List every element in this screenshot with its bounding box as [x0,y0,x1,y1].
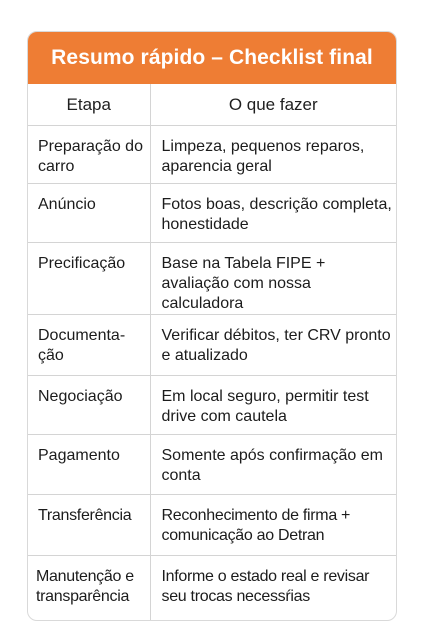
table-row [28,243,396,315]
table-row [28,315,396,376]
step-action: Reconhecimento de firma + comunicação ao Detran [161,507,351,544]
step-label: Negociação [38,388,123,405]
step-action: Verificar débitos, ter CRV pronto e atualizado [161,327,391,364]
step-action: Em local seguro, permitir test drive com cautela [161,388,369,425]
table-row [28,184,396,243]
checklist-table [28,84,396,621]
step-label: Precificação [38,255,126,272]
table-row [28,376,396,435]
table-header-row [28,84,396,126]
page-title: Resumo rápido – Checklist final [51,46,373,69]
step-label: Documenta-ção [38,327,126,364]
table-row [28,495,396,556]
step-label: Manutenção e transparência [36,568,134,605]
step-action: Base na Tabela FIPE + avaliação com nossa calculadora [161,255,326,312]
table-row [28,435,396,495]
step-action: Somente após confirmação em conta [161,447,383,484]
step-action: Fotos boas, descrição completa, honestidade [161,196,392,233]
step-action: Informe o estado real e revisar seu trocas necessŕias [161,568,370,605]
step-label: Preparação do carro [38,138,143,175]
column-header-action: O que fazer [150,84,396,126]
table-row [28,556,396,622]
step-action: Limpeza, pequenos reparos, aparencia geral [161,138,365,175]
step-label: Transferência [38,507,132,524]
title-bar [28,32,396,84]
checklist-card [27,31,397,621]
step-label: Pagamento [38,447,120,464]
table-row [28,126,396,184]
column-header-step: Etapa [28,84,150,126]
step-label: Anúncio [38,196,96,213]
